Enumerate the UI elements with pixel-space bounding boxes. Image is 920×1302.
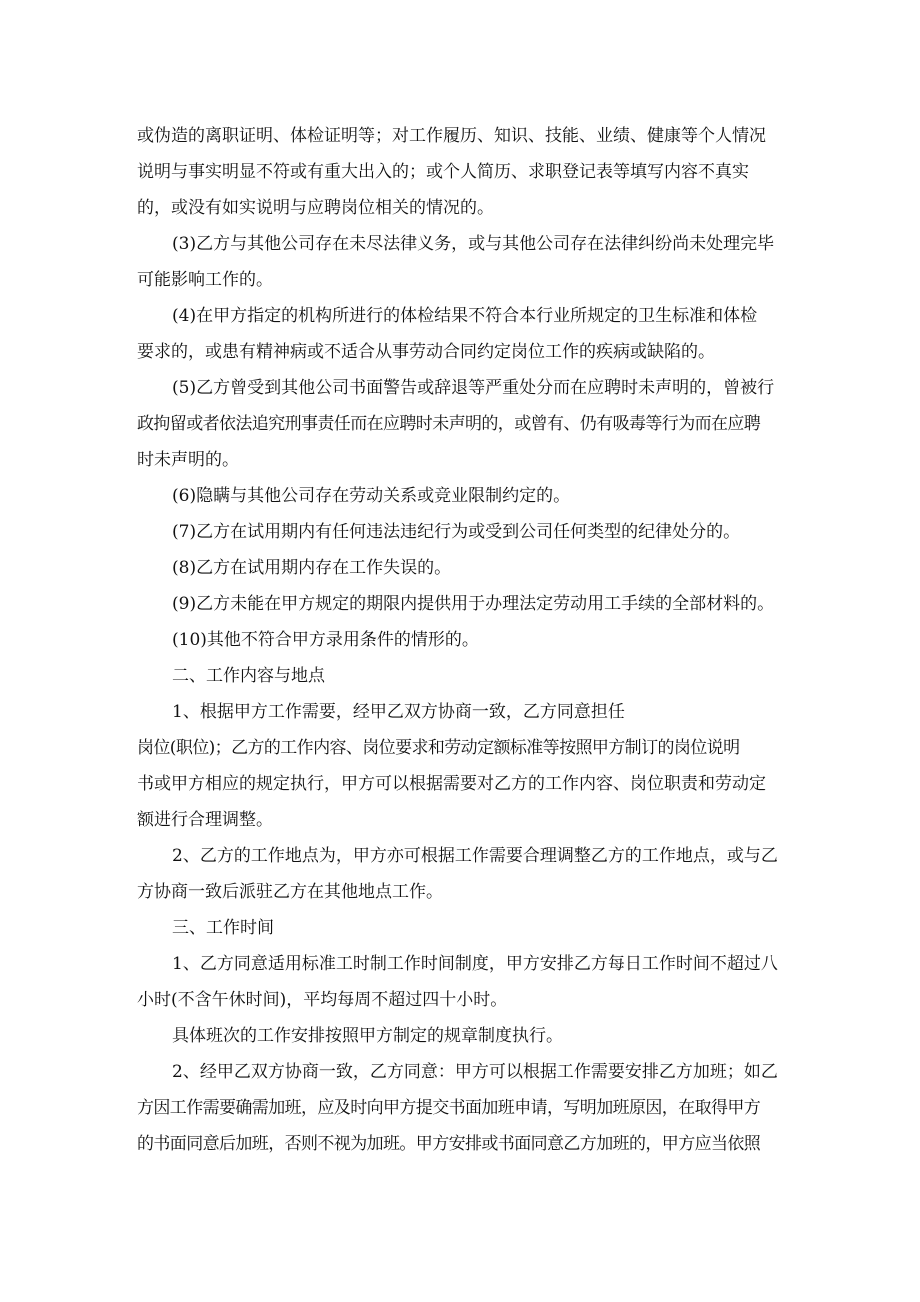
paragraph-line: (9)乙方未能在甲方规定的期限内提供用于办理法定劳动用工手续的全部材料的。 <box>172 594 775 614</box>
paragraph-line: 政拘留或者依法追究刑事责任而在应聘时未声明的，或曾有、仍有吸毒等行为而在应聘 <box>137 414 761 434</box>
paragraph-line: (5)乙方曾受到其他公司书面警告或辞退等严重处分而在应聘时未声明的，曾被行 <box>172 378 775 398</box>
paragraph-line: 或伪造的离职证明、体检证明等；对工作履历、知识、技能、业绩、健康等个人情况 <box>137 126 766 146</box>
paragraph-line: 具体班次的工作安排按照甲方制定的规章制度执行。 <box>172 1026 563 1046</box>
paragraph-line: (6)隐瞒与其他公司存在劳动关系或竞业限制约定的。 <box>172 486 571 506</box>
document-body <box>137 118 797 1162</box>
paragraph-line: (10)其他不符合甲方录用条件的情形的。 <box>172 630 479 650</box>
paragraph-line: 1、乙方同意适用标准工时制工作时间制度，甲方安排乙方每日工作时间不超过八 <box>172 954 778 974</box>
paragraph-line: (7)乙方在试用期内有任何违法违纪行为或受到公司任何类型的纪律处分的。 <box>172 522 741 542</box>
paragraph-line: 时未声明的。 <box>137 450 239 470</box>
paragraph-line: 岗位(职位)；乙方的工作内容、岗位要求和劳动定额标准等按照甲方制订的岗位说明 <box>137 738 740 758</box>
paragraph-line: 的，或没有如实说明与应聘岗位相关的情况的。 <box>137 198 494 218</box>
paragraph-line: 二、工作内容与地点 <box>172 666 325 686</box>
paragraph-line: (4)在甲方指定的机构所进行的体检结果不符合本行业所规定的卫生标准和体检 <box>172 306 758 326</box>
paragraph-line: 2、乙方的工作地点为，甲方亦可根据工作需要合理调整乙方的工作地点，或与乙 <box>172 846 778 866</box>
paragraph-line: 小时(不含午休时间)，平均每周不超过四十小时。 <box>137 990 508 1010</box>
paragraph-line: 1、根据甲方工作需要，经甲乙双方协商一致，乙方同意担任 <box>172 702 625 722</box>
paragraph-line: 说明与事实明显不符或有重大出入的；或个人简历、求职登记表等填写内容不真实 <box>137 162 749 182</box>
paragraph-line: (8)乙方在试用期内存在工作失误的。 <box>172 558 452 578</box>
paragraph-line: (3)乙方与其他公司存在未尽法律义务，或与其他公司存在法律纠纷尚未处理完毕 <box>172 234 775 254</box>
paragraph-line: 2、经甲乙双方协商一致，乙方同意：甲方可以根据工作需要安排乙方加班；如乙 <box>172 1062 778 1082</box>
paragraph-line: 额进行合理调整。 <box>137 810 273 830</box>
paragraph-line: 书或甲方相应的规定执行，甲方可以根据需要对乙方的工作内容、岗位职责和劳动定 <box>137 774 766 794</box>
paragraph-line: 可能影响工作的。 <box>137 270 273 290</box>
paragraph-line: 的书面同意后加班，否则不视为加班。甲方安排或书面同意乙方加班的，甲方应当依照 <box>137 1134 761 1154</box>
paragraph-line: 要求的，或患有精神病或不适合从事劳动合同约定岗位工作的疾病或缺陷的。 <box>137 342 715 362</box>
paragraph-line: 方因工作需要确需加班，应及时向甲方提交书面加班申请，写明加班原因，在取得甲方 <box>137 1098 761 1118</box>
paragraph-line: 三、工作时间 <box>172 918 274 938</box>
paragraph-line: 方协商一致后派驻乙方在其他地点工作。 <box>137 882 443 902</box>
